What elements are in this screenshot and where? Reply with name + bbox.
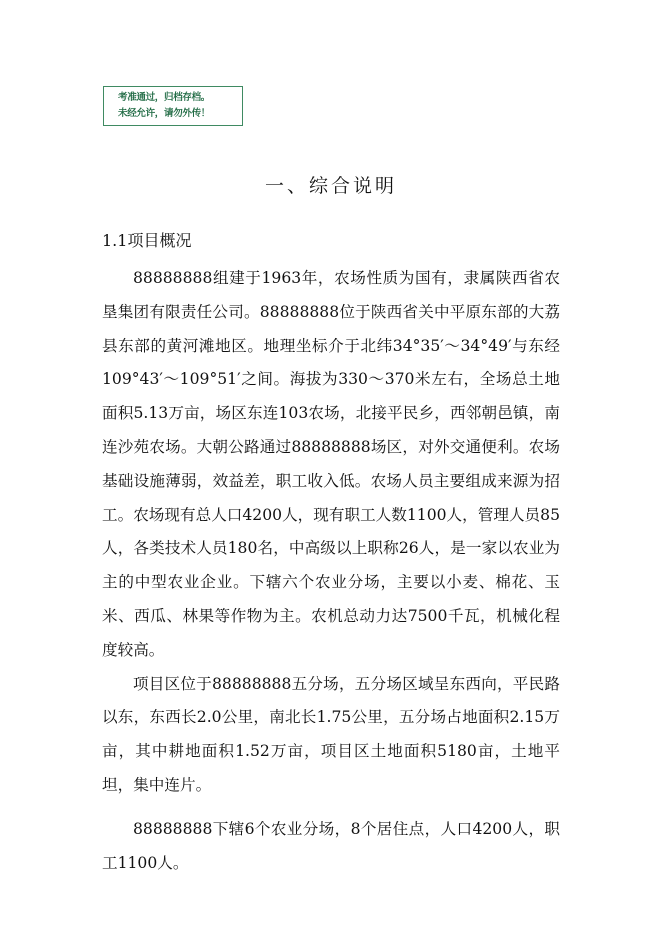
paragraph-project-area: 项目区位于88888888五分场，五分场区域呈东西向，平民路以东，东西长2.0公里，南北长1.75公里，五分场占地面积2.15万亩，其中耕地面积1.52万亩，项目区土地面积5180亩，土地平坦，集中连片。 xyxy=(102,674,560,794)
approval-stamp xyxy=(103,86,243,126)
paragraph-overview: 88888888组建于1963年，农场性质为国有，隶属陕西省农垦集团有限责任公司。88888888位于陕西省关中平原东部的大荔县东部的黄河滩地区。地理坐标介于北纬34°35′～34°49′与东经109°43′～109°51′之间。海拔为330～370米左右，全场总土地面积5.13万亩，场区东连103农场，北接平民乡，西邻朝邑镇，南连沙苑农场。大朝公路通过88888888场区，对外交通便利。农场基础设施薄弱，效益差，职工收入低。农场人员主要组成来源为招工。农场现有总人口4200人，现有职工人数1100人，管理人员85人，各类技术人员180名，中高级以上职称26人，是一家以农业为主的中型农业企业。下辖六个农业分场，主要以小麦、棉花、玉米、西瓜、林果等作物为主。农机总动力达7500千瓦，机械化程度较高。 xyxy=(102,269,560,659)
subsection-title: 1.1项目概况 xyxy=(102,231,192,250)
paragraph-population: 88888888下辖6个农业分场，8个居住点，人口4200人，职工1100人。 xyxy=(102,819,560,872)
stamp-line-1: 考准通过，归档存档。 xyxy=(118,92,211,103)
document-body xyxy=(102,262,560,880)
stamp-line-2: 未经允许，请勿外传！ xyxy=(118,108,211,119)
section-title: 一、综合说明 xyxy=(264,175,397,197)
